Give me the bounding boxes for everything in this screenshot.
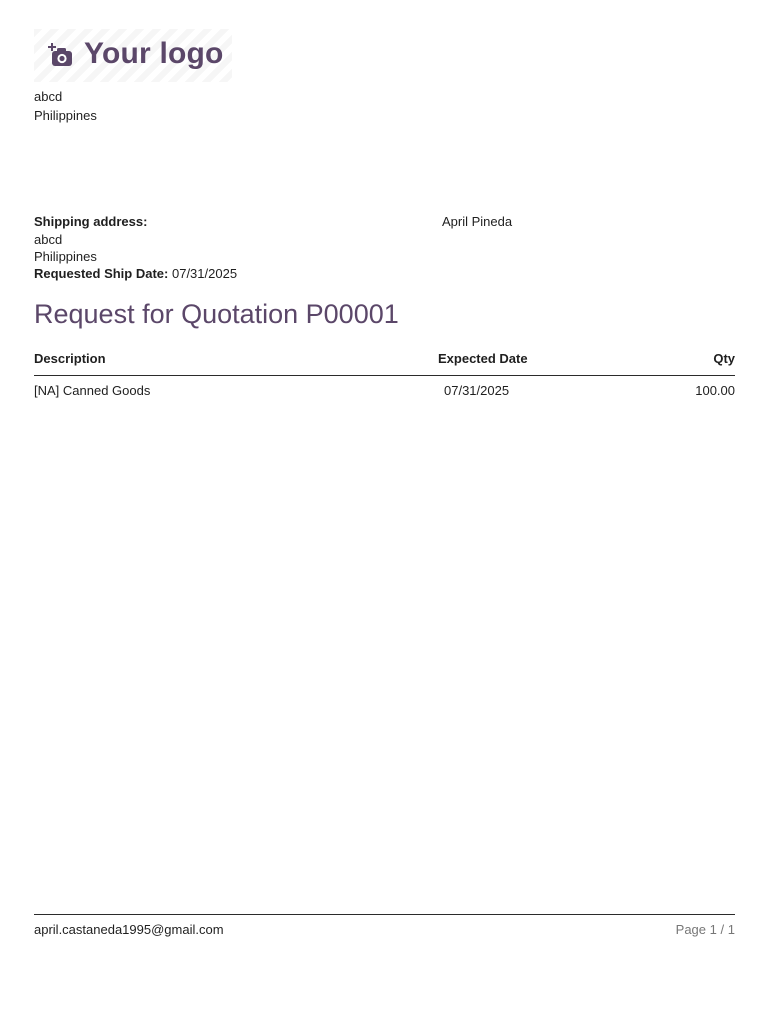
column-header-expected-date: Expected Date — [438, 351, 528, 366]
footer-divider — [34, 914, 735, 915]
requested-ship-date — [34, 265, 237, 282]
vendor-name: April Pineda — [442, 214, 513, 229]
page-number — [676, 922, 735, 937]
document-title: Request for Quotation P00001 — [34, 299, 399, 329]
company-address-line2: Philippines — [34, 108, 97, 123]
company-logo — [34, 29, 232, 82]
company-address-line1: abcd — [34, 89, 63, 104]
page-separator: / — [720, 922, 725, 937]
page-total: 1 — [727, 922, 735, 937]
logo-text: Your logo — [84, 37, 224, 70]
table-header-divider — [34, 375, 735, 376]
column-header-description: Description — [34, 351, 106, 366]
camera-plus-icon — [48, 42, 74, 68]
column-header-qty: Qty — [713, 351, 735, 366]
row-qty: 100.00 — [695, 383, 735, 398]
shipping-address-heading: Shipping address: — [34, 214, 148, 229]
shipping-address-line1: abcd — [34, 232, 63, 247]
footer-email: april.castaneda1995@gmail.com — [34, 922, 224, 937]
requested-ship-date-value: 07/31/2025 — [171, 266, 238, 281]
row-expected-date: 07/31/2025 — [444, 383, 510, 398]
page-current: 1 — [709, 922, 717, 937]
requested-ship-date-label: Requested Ship Date: — [34, 266, 169, 281]
shipping-address-line2: Philippines — [34, 249, 97, 264]
row-description: [NA] Canned Goods — [34, 383, 151, 398]
page-label: Page — [675, 922, 707, 937]
